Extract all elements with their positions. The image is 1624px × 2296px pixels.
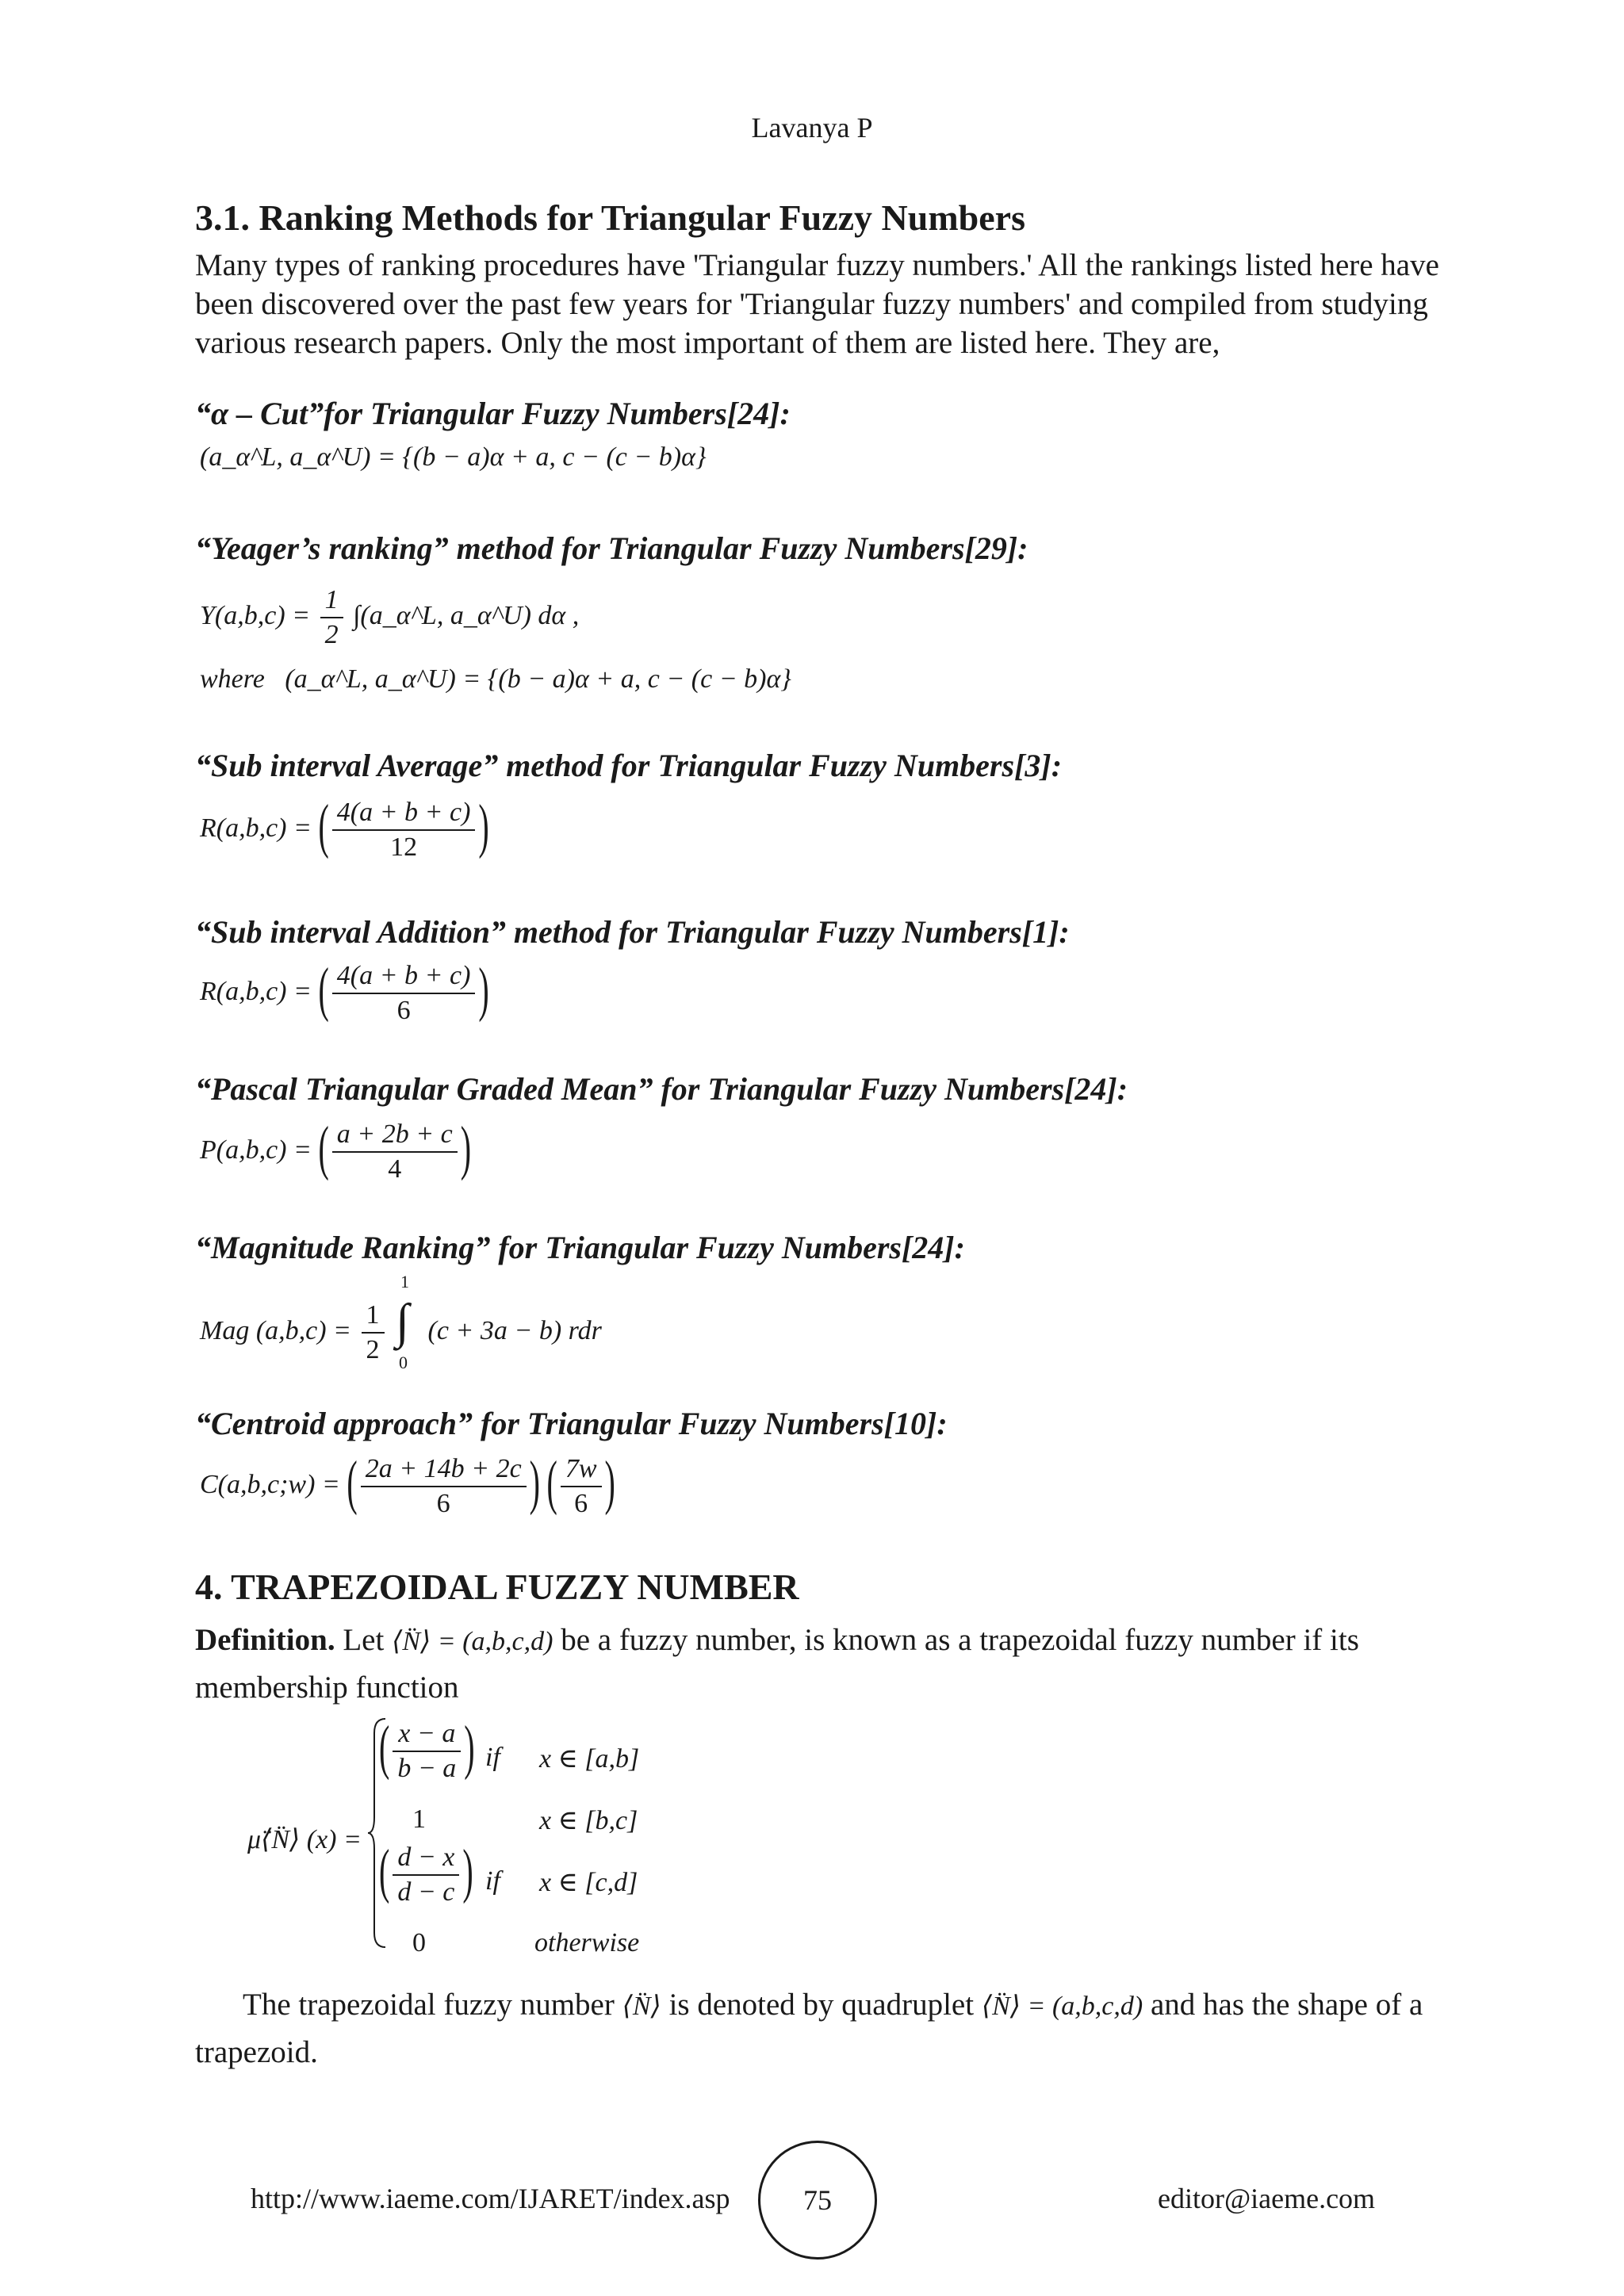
method-heading-pascal: “Pascal Triangular Graded Mean” for Triangular Fuzzy Numbers[24]: bbox=[195, 1071, 1128, 1107]
paren-close: ) bbox=[529, 1448, 540, 1517]
definition-label: Definition. bbox=[195, 1623, 335, 1657]
membership-lhs: μ̈⟨N̈⟩ (x) = bbox=[247, 1825, 362, 1854]
method-heading-alpha-cut: “α – Cut”for Triangular Fuzzy Numbers[24]: bbox=[195, 396, 791, 431]
case-value-4: 0 bbox=[412, 1928, 426, 1957]
case-value-2: 1 bbox=[412, 1804, 426, 1834]
pascal-fraction: $\frac{a + 2b + c}{4}$ bbox=[332, 1119, 458, 1184]
running-header: Lavanya P bbox=[751, 112, 873, 144]
formula-alpha-cut: (a_α^L, a_α^U) = {(b − a)α + a, c − (c − b)α} bbox=[200, 442, 707, 472]
paren-close: ) bbox=[478, 955, 489, 1024]
footer-email-link[interactable]: editor@iaeme.com bbox=[1158, 2183, 1376, 2214]
formula-magnitude bbox=[200, 1272, 602, 1372]
formula-yeager-where bbox=[200, 664, 791, 695]
definition-let: Let bbox=[343, 1623, 385, 1657]
paren-open: ( bbox=[318, 955, 329, 1024]
intro-paragraph: Many types of ranking procedures have 'Triangular fuzzy numbers.' All the rankings listed here have been discovered over the past few years for 'Triangular fuzzy numbers' and compiled from studying various research papers. Only the most important of them are listed here. They are, bbox=[195, 248, 1439, 360]
case-row-1: ( $\frac{x - a}{b - a}$ ) bbox=[379, 1712, 475, 1783]
paren-open: ( bbox=[347, 1448, 358, 1517]
centroid-lhs: C(a,b,c;w) = bbox=[200, 1469, 340, 1499]
definition-symbol: ⟨N̈⟩ = (a,b,c,d) bbox=[392, 1627, 553, 1656]
case-cond-1: if bbox=[485, 1743, 500, 1772]
magnitude-integrand: (c + 3a − b) rdr bbox=[427, 1315, 602, 1345]
section-heading-4: 4. TRAPEZOIDAL FUZZY NUMBER bbox=[195, 1567, 799, 1607]
closing-text-3: and has the shape of a trapezoid. bbox=[195, 1988, 1423, 2069]
definition-text: be a fuzzy number, is known as a trapezoidal fuzzy number if its membership function bbox=[195, 1623, 1359, 1705]
paren-close: ) bbox=[478, 791, 489, 860]
one-half-fraction: $\frac{1}{2}$ bbox=[320, 585, 343, 650]
magnitude-lhs: Mag (a,b,c) = bbox=[200, 1315, 352, 1345]
one-half-fraction: $\frac{1}{2}$ bbox=[362, 1300, 385, 1365]
case-cond-3: if bbox=[485, 1866, 500, 1896]
closing-text-1: The trapezoidal fuzzy number bbox=[243, 1988, 615, 2022]
sub-addition-lhs: R(a,b,c) = bbox=[200, 976, 312, 1006]
paren-open: ( bbox=[546, 1448, 557, 1517]
case-domain-3: x ∈ [c,d] bbox=[539, 1868, 638, 1897]
where-formula: (a_α^L, a_α^U) = {(b − a)α + a, c − (c − b)α} bbox=[285, 664, 791, 694]
method-heading-magnitude: “Magnitude Ranking” for Triangular Fuzzy Numbers[24]: bbox=[195, 1230, 965, 1265]
page-number: 75 bbox=[758, 2141, 877, 2260]
definition-paragraph bbox=[195, 1617, 1448, 1711]
centroid-fraction-1: $\frac{2a + 14b + 2c}{6}$ bbox=[361, 1454, 527, 1519]
pascal-lhs: P(a,b,c) = bbox=[200, 1135, 312, 1165]
method-heading-sub-average: “Sub interval Average” method for Triangular Fuzzy Numbers[3]: bbox=[195, 748, 1063, 783]
closing-paragraph bbox=[195, 1982, 1448, 2076]
sub-average-lhs: R(a,b,c) = bbox=[200, 813, 312, 843]
paren-close: ) bbox=[460, 1113, 472, 1182]
paren-open: ( bbox=[318, 791, 329, 860]
integral-sign: 1 ∫ 0 bbox=[396, 1272, 410, 1372]
formula-sub-average bbox=[200, 791, 489, 863]
case-domain-4: otherwise bbox=[534, 1928, 640, 1957]
sub-average-fraction: $\frac{4(a + b + c)}{12}$ bbox=[332, 798, 476, 863]
closing-symbol-1: ⟨N̈⟩ bbox=[622, 1992, 661, 2021]
method-heading-yeager: “Yeager’s ranking” method for Triangular Fuzzy Numbers[29]: bbox=[195, 530, 1028, 566]
formula-sub-addition bbox=[200, 955, 489, 1026]
closing-symbol-2: ⟨N̈⟩ = (a,b,c,d) bbox=[981, 1992, 1143, 2021]
closing-text-2: is denoted by quadruplet bbox=[668, 1988, 975, 2022]
paren-close: ) bbox=[604, 1448, 615, 1517]
sub-addition-fraction: $\frac{4(a + b + c)}{6}$ bbox=[332, 961, 476, 1026]
centroid-fraction-2: $\frac{7w}{6}$ bbox=[561, 1454, 602, 1519]
formula-pascal bbox=[200, 1113, 472, 1184]
where-label: where bbox=[200, 664, 265, 694]
case-domain-1: x ∈ [a,b] bbox=[539, 1744, 640, 1774]
case-domain-2: x ∈ [b,c] bbox=[539, 1806, 638, 1835]
section-heading-3-1: 3.1. Ranking Methods for Triangular Fuzzy Numbers bbox=[195, 197, 1025, 238]
formula-yeager bbox=[200, 585, 579, 650]
yeager-lhs: Y(a,b,c) = bbox=[200, 600, 311, 630]
formula-centroid bbox=[200, 1448, 615, 1519]
yeager-rhs: ∫(a_α^L, a_α^U) dα , bbox=[353, 600, 580, 630]
method-heading-centroid: “Centroid approach” for Triangular Fuzzy Numbers[10]: bbox=[195, 1406, 948, 1441]
method-heading-sub-addition: “Sub interval Addition” method for Triangular Fuzzy Numbers[1]: bbox=[195, 914, 1070, 950]
footer-url-link[interactable]: http://www.iaeme.com/IJARET/index.asp bbox=[251, 2183, 730, 2214]
case-row-3: ( $\frac{d - x}{d - c}$ ) bbox=[379, 1836, 473, 1907]
paren-open: ( bbox=[318, 1113, 329, 1182]
